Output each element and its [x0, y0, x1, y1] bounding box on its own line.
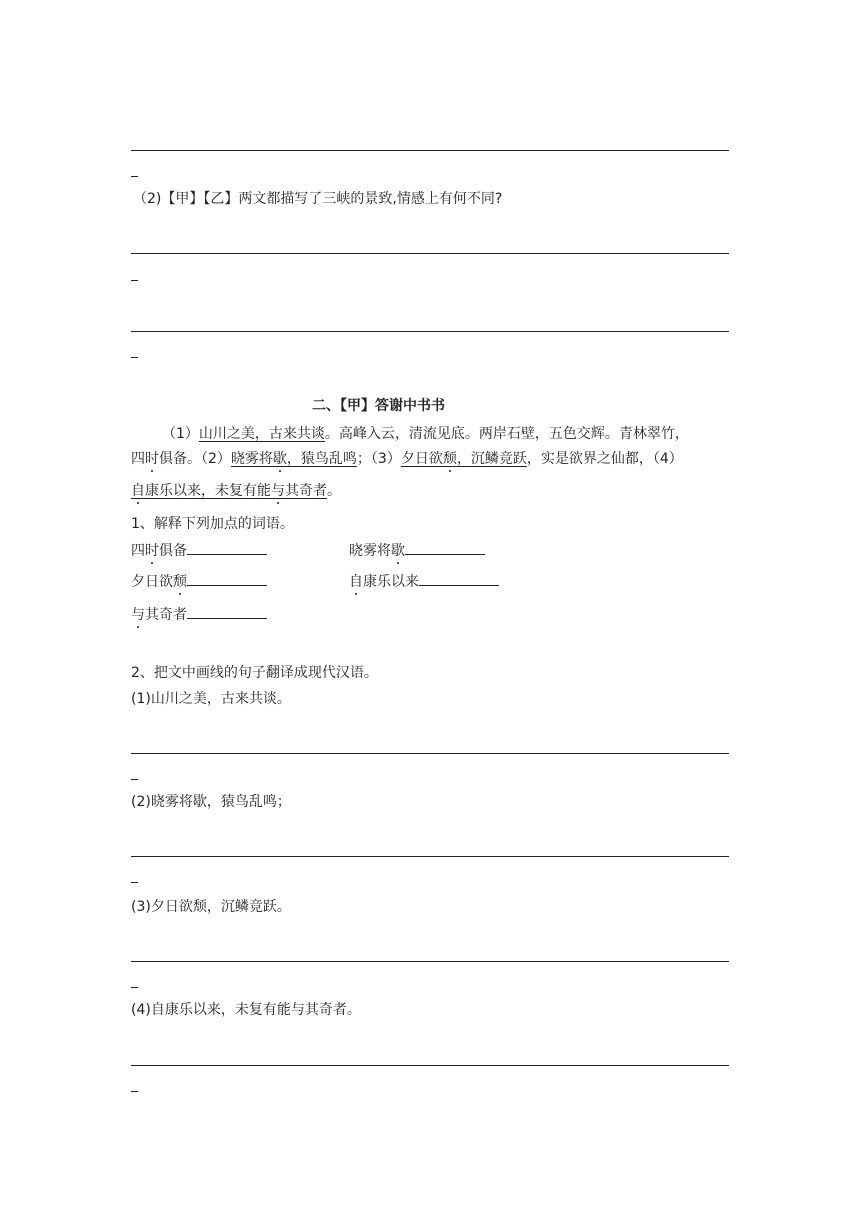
passage-line-1	[162, 423, 689, 443]
answer-line-tail	[131, 882, 138, 883]
passage-line-3	[131, 480, 341, 500]
answer-line[interactable]	[131, 753, 729, 754]
answer-line-tail	[131, 779, 138, 780]
dotted-word: 与	[131, 607, 145, 623]
passage-text: ；（3）	[356, 451, 401, 467]
blank-field[interactable]	[187, 542, 267, 555]
vocab-item	[349, 571, 499, 591]
dotted-word: 时	[145, 451, 159, 467]
passage-text: （1）	[162, 426, 199, 442]
answer-line-tail	[131, 987, 138, 988]
text: ，猿鸟乱鸣	[286, 451, 357, 467]
vocab-item	[131, 604, 267, 624]
vocab-item	[349, 540, 485, 560]
answer-line	[131, 331, 729, 332]
blank-field[interactable]	[187, 573, 267, 586]
passage-line-2	[131, 448, 683, 468]
vocab-item	[131, 540, 267, 560]
text: 夕日欲	[131, 574, 173, 590]
section-title: 二、【甲】答谢中书书	[312, 398, 445, 414]
answer-line-tail	[131, 176, 138, 177]
dotted-word: 歇	[391, 543, 405, 559]
translate-item-4: (4)自康乐以来，未复有能与其奇者。	[131, 1002, 361, 1018]
text: 康乐以来	[363, 574, 419, 590]
answer-line[interactable]	[131, 856, 729, 857]
translate-item-3: (3)夕日欲颓，沉鳞竞跃。	[131, 899, 291, 915]
answer-line-tail	[131, 280, 138, 281]
question-text: （2)【甲】【乙】两文都描写了三峡的景致,情感上有何不同?	[133, 191, 503, 207]
passage-text: 俱备。（2）	[159, 451, 231, 467]
text: 晓雾将	[349, 543, 391, 559]
text: ，沉鳞竞跃	[456, 451, 527, 467]
answer-line[interactable]	[131, 1065, 729, 1066]
underlined-sentence-2	[231, 451, 357, 467]
underlined-sentence-4	[131, 483, 327, 499]
text: 晓雾将	[230, 451, 273, 467]
answer-line[interactable]	[131, 961, 729, 962]
blank-field[interactable]	[419, 573, 499, 586]
passage-text: 。	[327, 483, 341, 499]
question-2-label: 2、把文中画线的句子翻译成现代汉语。	[131, 665, 378, 681]
dotted-word: 颓	[173, 574, 187, 590]
answer-line-tail	[131, 1091, 138, 1092]
dotted-word: 自	[349, 574, 363, 590]
text: 四	[131, 543, 145, 559]
passage-text: ，实是欲界之仙都，（4）	[526, 451, 683, 467]
text: 康乐以来，未复有能	[145, 483, 271, 499]
dotted-word: 时	[145, 543, 159, 559]
underlined-sentence-1: 山川之美，古来共谈	[198, 426, 325, 442]
blank-field[interactable]	[187, 606, 267, 619]
blank-field[interactable]	[405, 542, 485, 555]
vocab-item	[131, 571, 267, 591]
answer-line-tail	[131, 357, 138, 358]
passage-text: 。高峰入云，清流见底。两岸石壁，五色交辉。青林翠竹，	[324, 426, 689, 442]
text: 夕日欲	[400, 451, 443, 467]
text: 其奇者	[285, 483, 327, 499]
translate-item-2: (2)晓雾将歇，猿鸟乱鸣；	[131, 794, 291, 810]
passage-text: 四	[131, 451, 145, 467]
text: 俱备	[159, 543, 187, 559]
dotted-word: 自	[131, 483, 145, 499]
dotted-word: 与	[271, 483, 285, 499]
answer-line	[131, 150, 729, 151]
underlined-sentence-3	[401, 451, 527, 467]
dotted-word: 歇	[272, 451, 287, 467]
text: 其奇者	[145, 607, 187, 623]
question-1-label: 1、解释下列加点的词语。	[131, 516, 294, 532]
answer-line	[131, 253, 729, 254]
dotted-word: 颓	[442, 451, 457, 467]
translate-item-1: (1)山川之美，古来共谈。	[131, 691, 291, 707]
